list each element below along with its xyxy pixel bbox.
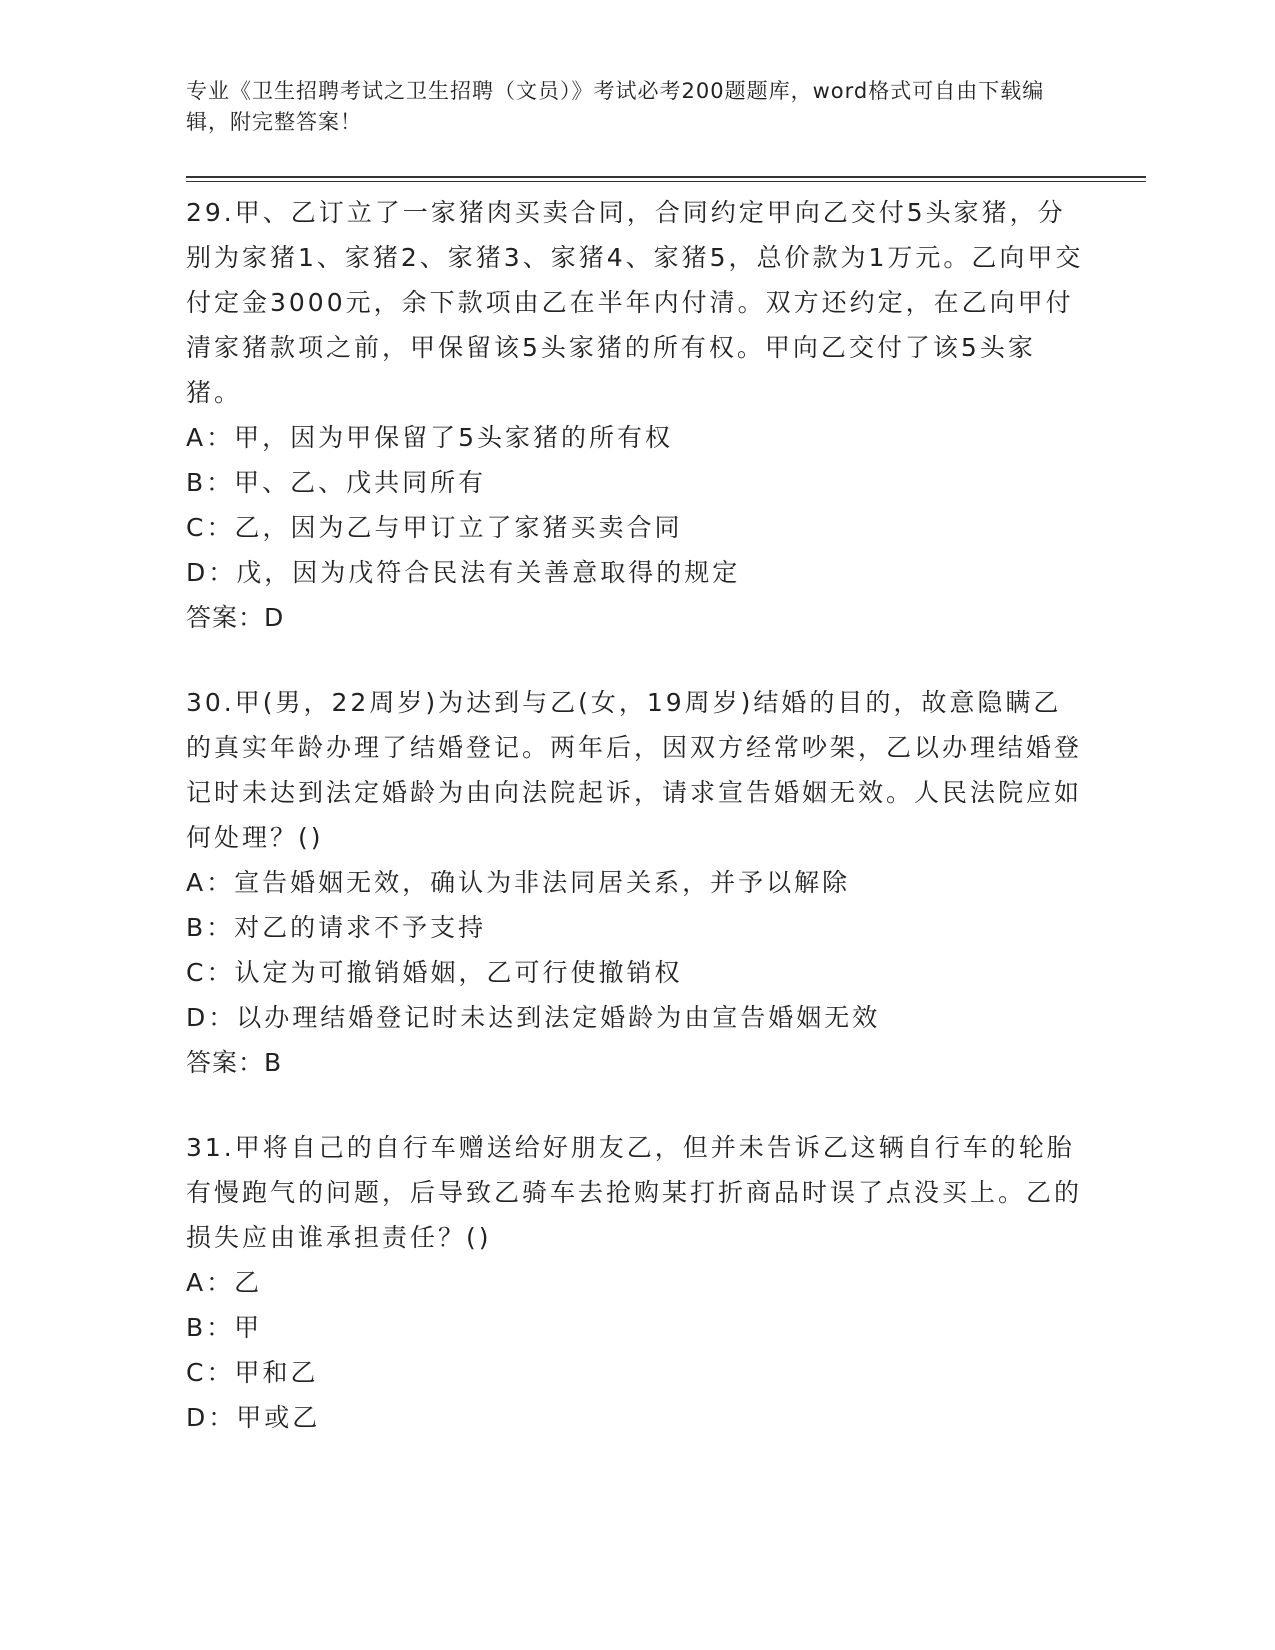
option-c: C：乙，因为乙与甲订立了家猪买卖合同 [186, 513, 683, 542]
option-b: B：甲、乙、戊共同所有 [186, 468, 487, 497]
header-divider-thick [186, 176, 1146, 178]
option-a: A：宣告婚姻无效，确认为非法同居关系，并予以解除 [186, 868, 851, 897]
option-a: A：甲，因为甲保留了5头家猪的所有权 [186, 423, 674, 452]
header-divider-thin [186, 181, 1146, 182]
answer: 答案：B [186, 1048, 283, 1077]
question-29 [186, 190, 1086, 640]
option-d: D：以办理结婚登记时未达到法定婚龄为由宣告婚姻无效 [186, 1003, 881, 1032]
option-d: D：甲或乙 [186, 1403, 321, 1432]
question-stem: 29.甲、乙订立了一家猪肉买卖合同，合同约定甲向乙交付5头家猪，分别为家猪1、家猪2、家猪3、家猪4、家猪5，总价款为1万元。乙向甲交付定金3000元，余下款项由乙在半年内付清。双方还约定，在乙向甲付清家猪款项之前，甲保留该5头家猪的所有权。甲向乙交付了该5头家猪。 [186, 198, 1084, 407]
question-30 [186, 680, 1086, 1085]
option-b: B：甲 [186, 1313, 263, 1342]
question-31 [186, 1125, 1086, 1440]
question-stem: 31.甲将自己的自行车赠送给好朋友乙，但并未告诉乙这辆自行车的轮胎有慢跑气的问题，后导致乙骑车去抢购某打折商品时误了点没买上。乙的损失应由谁承担责任？() [186, 1133, 1083, 1252]
question-list [186, 190, 1086, 1480]
option-c: C：甲和乙 [186, 1358, 319, 1387]
option-d: D：戊，因为戊符合民法有关善意取得的规定 [186, 558, 741, 587]
option-c: C：认定为可撤销婚姻，乙可行使撤销权 [186, 958, 683, 987]
option-a: A：乙 [186, 1268, 263, 1297]
question-stem: 30.甲(男，22周岁)为达到与乙(女，19周岁)结婚的目的，故意隐瞒乙的真实年龄办理了结婚登记。两年后，因双方经常吵架，乙以办理结婚登记时未达到法定婚龄为由向法院起诉，请求宣告婚姻无效。人民法院应如何处理？() [186, 688, 1083, 852]
answer: 答案：D [186, 603, 285, 632]
option-b: B：对乙的请求不予支持 [186, 913, 487, 942]
document-header: 专业《卫生招聘考试之卫生招聘（文员）》考试必考200题题库，word格式可自由下载编辑，附完整答案！ [186, 79, 1045, 134]
